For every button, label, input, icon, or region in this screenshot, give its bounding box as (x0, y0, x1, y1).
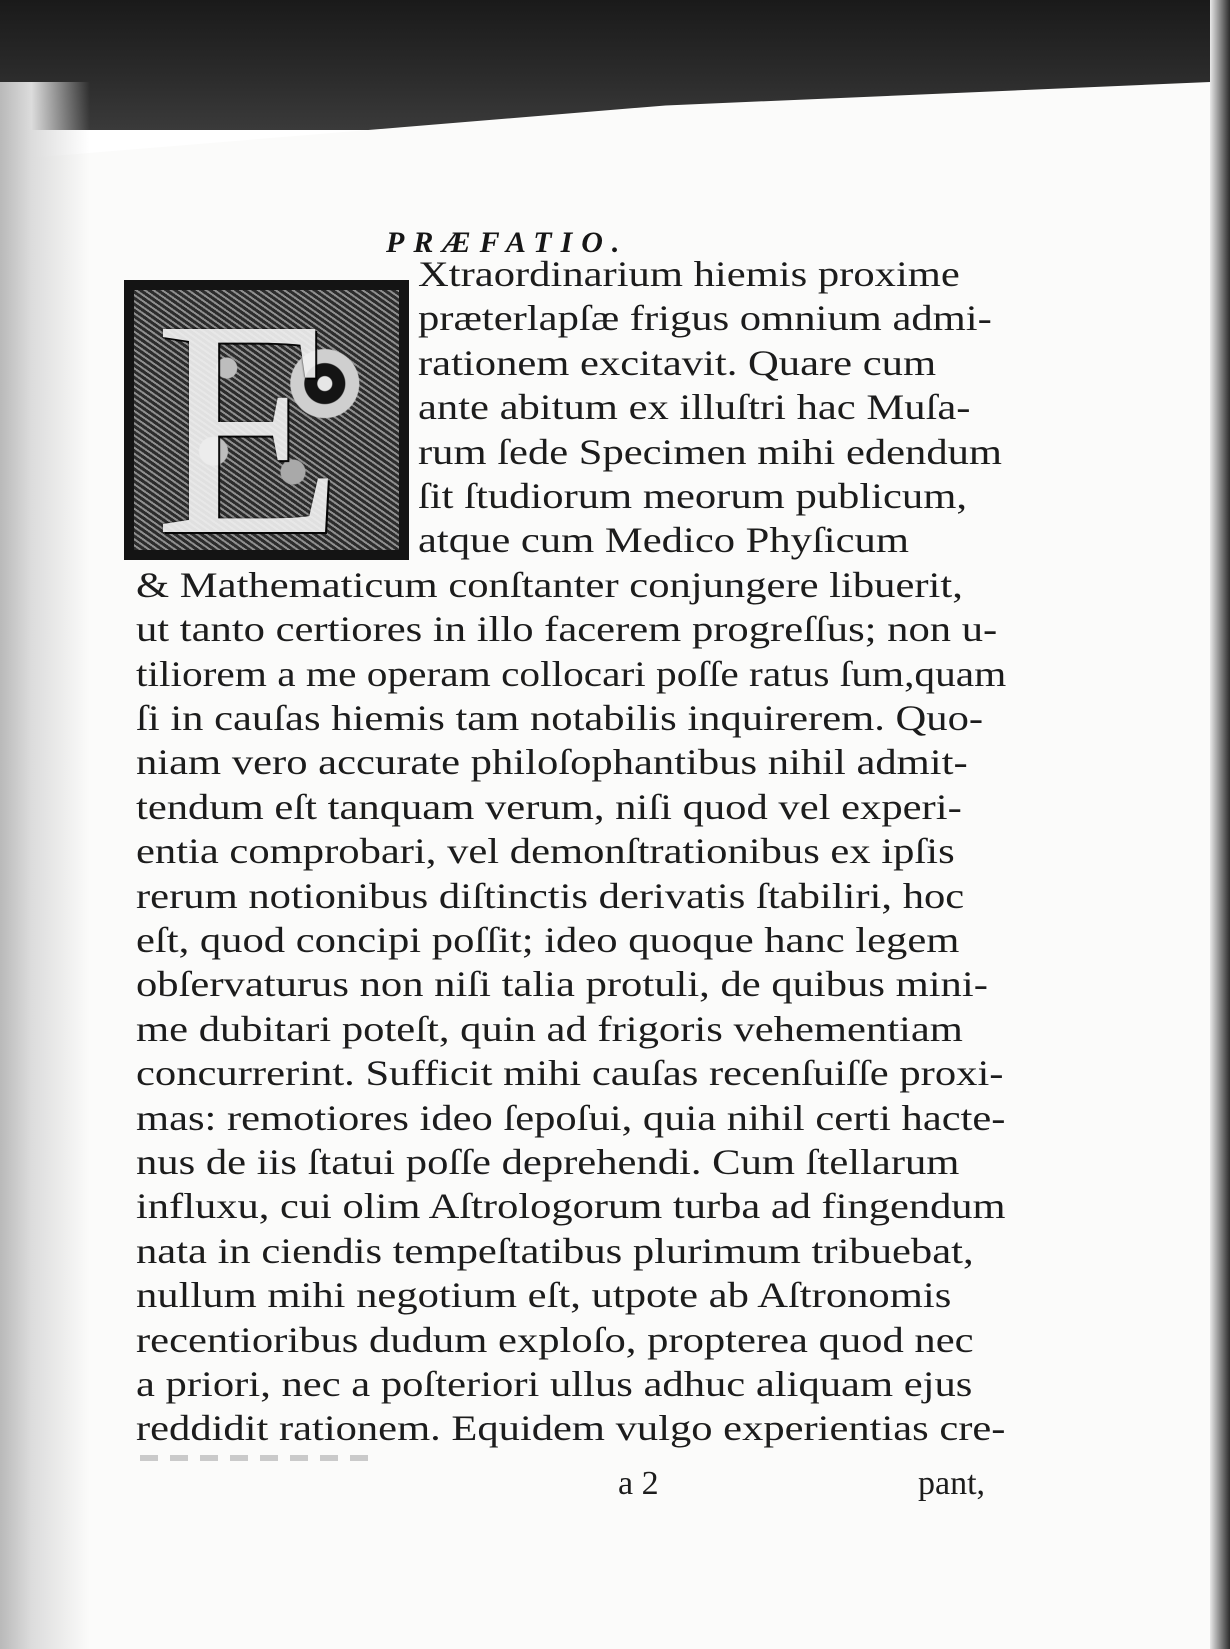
text-line: Xtraordinarium hiemis proxime (418, 254, 960, 294)
text-line: concurrerint. Sufficit mihi cauſas recenſuiſſe proxi- (136, 1053, 1004, 1094)
text-line: tendum eſt tanquam verum, niſi quod vel experi- (136, 786, 962, 827)
text-line: reddidit rationem. Equidem vulgo experientias cre- (136, 1408, 1006, 1449)
catchword: pant, (918, 1465, 986, 1502)
text-line: nata in ciendis tempeſtatibus plurimum tribuebat, (136, 1230, 974, 1271)
text-line: mas: remotiores ideo ſepoſui, quia nihil certi hacte- (136, 1097, 1006, 1138)
initial-letter: E (154, 257, 344, 600)
text-line: ante abitum ex illuſtri hac Muſa- (418, 387, 971, 428)
text-line: rationem excitavit. Quare cum (418, 342, 937, 383)
text-line: influxu, cui olim Aſtrologorum turba ad fingendum (136, 1186, 1006, 1227)
text-line: præterlapſæ frigus omnium admi- (418, 298, 992, 339)
text-line: me dubitari poteſt, quin ad frigoris vehementiam (136, 1008, 963, 1049)
print-smudge (140, 1455, 380, 1461)
text-line: ſit ſtudiorum meorum publicum, (418, 476, 968, 516)
text-line: rerum notionibus diſtinctis derivatis ſtabiliri, hoc (136, 875, 965, 916)
text-line: recentioribus dudum exploſo, propterea quod nec (136, 1319, 974, 1360)
text-line: entia comprobari, vel demonſtrationibus ex ipſis (136, 831, 955, 872)
text-line: eſt, quod concipi poſſit; ideo quoque hanc legem (136, 920, 960, 960)
text-line: niam vero accurate philoſophantibus nihil admit- (136, 742, 968, 783)
page-heading: PRÆFATIO. (386, 226, 629, 259)
text-line: ſi in cauſas hiemis tam notabilis inquirerem. Quo- (136, 698, 984, 738)
text-line: a priori, nec a poſteriori ullus adhuc aliquam ejus (136, 1364, 973, 1404)
text-line: obſervaturus non niſi talia protuli, de quibus mini- (136, 964, 988, 1005)
text-line: & Mathematicum conſtanter conjungere libuerit, (136, 564, 963, 605)
text-line: nullum mihi negotium eſt, utpote ab Aſtronomis (136, 1275, 952, 1316)
text-line: rum ſede Specimen mihi edendum (418, 431, 1003, 472)
signature-mark: a 2 (618, 1465, 659, 1502)
text-line: tiliorem a me operam collocari poſſe ratus ſum,quam (136, 653, 1007, 694)
text-line: nus de iis ſtatui poſſe deprehendi. Cum ſtellarum (136, 1142, 960, 1182)
text-line: ut tanto certiores in illo facerem progreſſus; non u- (136, 609, 998, 650)
text-line: atque cum Medico Phyſicum (418, 520, 909, 561)
